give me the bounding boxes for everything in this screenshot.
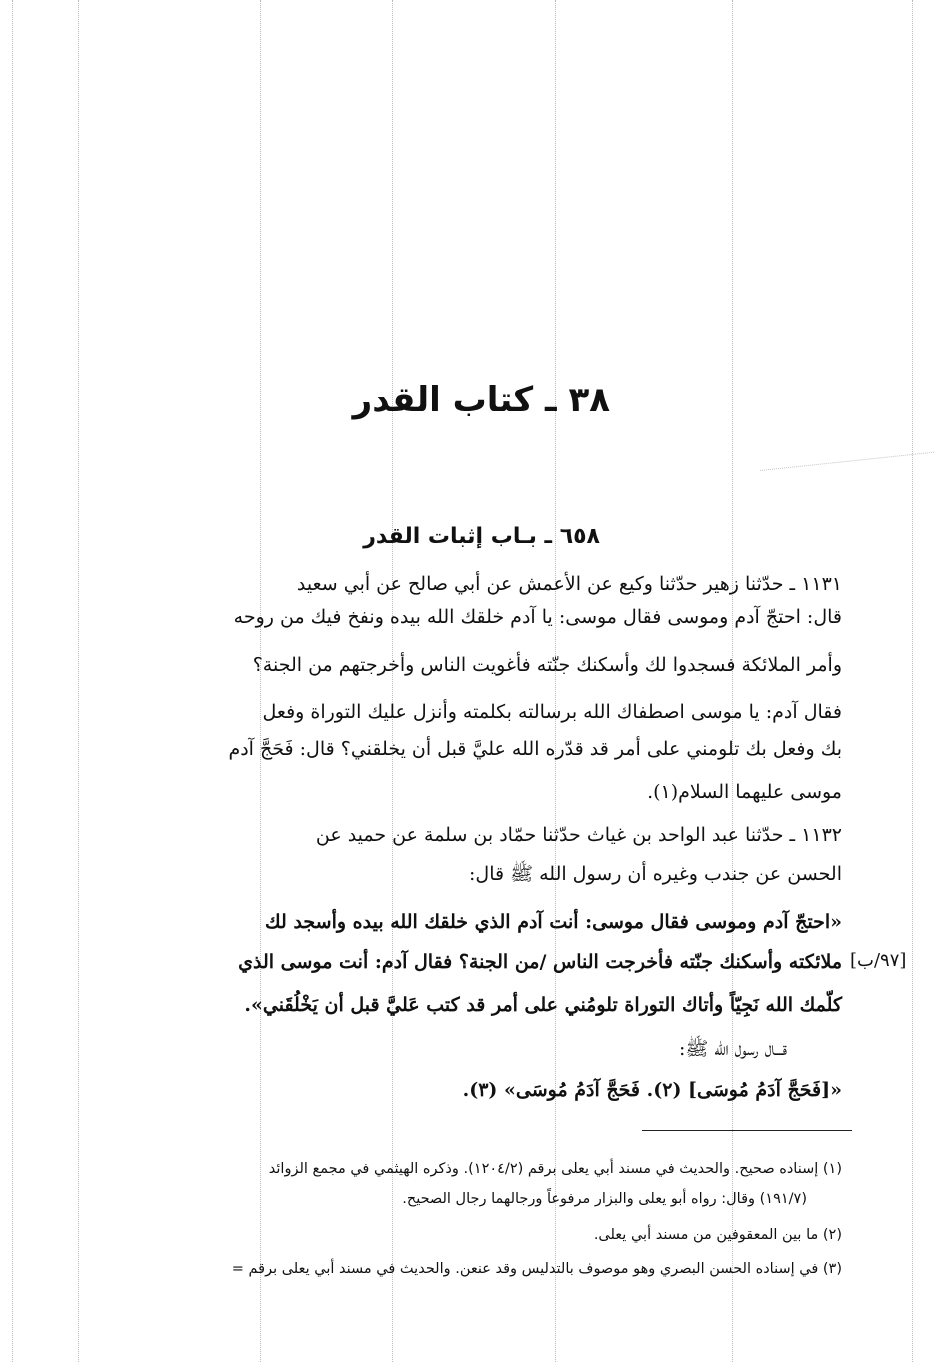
scan-line xyxy=(732,0,733,1362)
scan-line xyxy=(78,0,79,1362)
hadith-1132-quote-line-1: «احتجّ آدم وموسى فقال موسى: أنت آدم الذي خلقك الله بيده وأسجد لك xyxy=(265,911,842,933)
footnote-separator xyxy=(642,1130,852,1131)
footnote-1-line-1: (١) إسناده صحيح. والحديث في مسند أبي يعلى برقم (١٢٠٤/٢). وذكره الهيثمي في مجمع الزوائد xyxy=(268,1161,842,1177)
scan-line xyxy=(555,0,556,1362)
hadith-1132-line-1: ١١٣٢ ـ حدّثنا عبد الواحد بن غياث حدّثنا حمّاد بن سلمة عن حميد عن xyxy=(315,824,842,846)
scan-line xyxy=(392,0,393,1362)
footnote-2: (٢) ما بين المعقوفين من مسند أبي يعلى. xyxy=(593,1227,842,1243)
scan-line xyxy=(760,452,934,471)
scan-line xyxy=(912,0,913,1362)
chapter-title: ٣٨ ـ كتاب القدر xyxy=(352,380,610,420)
hadith-1132-quote-line-2: ملائكته وأسكنك جنّته فأخرجت الناس /من الجنة؟ فقال آدم: أنت موسى الذي xyxy=(238,951,842,973)
hadith-1131-line-3: وأمر الملائكة فسجدوا لك وأسكنك جنّته فأغويت الناس وأخرجتهم من الجنة؟ xyxy=(252,654,842,676)
margin-folio-note: [٩٧/ب] xyxy=(850,950,907,971)
section-title: ٦٥٨ ـ بـاب إثبات القدر xyxy=(363,524,600,549)
footnote-3: (٣) في إسناده الحسن البصري وهو موصوف بالتدليس وقد عنعن. والحديث في مسند أبي يعلى برقم = xyxy=(231,1261,842,1277)
hadith-1131-line-6: موسى عليهما السلام(١). xyxy=(647,781,842,803)
hadith-1132-line-4: قـــال رسول الله ﷺ: xyxy=(679,1038,787,1060)
footnote-1-line-2: (١٩١/٧) وقال: رواه أبو يعلى والبزار مرفوعاً ورجالهما رجال الصحيح. xyxy=(402,1191,807,1207)
hadith-1132-final-line: «[فَحَجَّ آدَمُ مُوسَى] (٢). فَحَجَّ آدَمُ مُوسَى» (٣). xyxy=(462,1079,842,1101)
hadith-1131-line-1: ١١٣١ ـ حدّثنا زهير حدّثنا وكيع عن الأعمش عن أبي صالح عن أبي سعيد xyxy=(296,573,842,595)
hadith-1131-line-2: قال: احتجّ آدم وموسى فقال موسى: يا آدم خلقك الله بيده ونفخ فيك من روحه xyxy=(233,606,842,628)
hadith-1132-line-2: الحسن عن جندب وغيره أن رسول الله ﷺ قال: xyxy=(468,863,842,885)
hadith-1131-line-4: فقال آدم: يا موسى اصطفاك الله برسالته بكلمته وأنزل عليك التوراة وفعل xyxy=(262,701,842,723)
scan-line xyxy=(260,0,261,1362)
hadith-1131-line-5: بك وفعل بك تلومني على أمر قد قدّره الله عليَّ قبل أن يخلقني؟ قال: فَحَجَّ آدم xyxy=(228,738,842,760)
hadith-1132-quote-line-3: كلّمك الله نَجِيّاً وأتاك التوراة تلومُني على أمر قد كتب عَليَّ قبل أن يَخْلُقَني». xyxy=(244,994,842,1016)
scan-line xyxy=(12,0,13,1362)
